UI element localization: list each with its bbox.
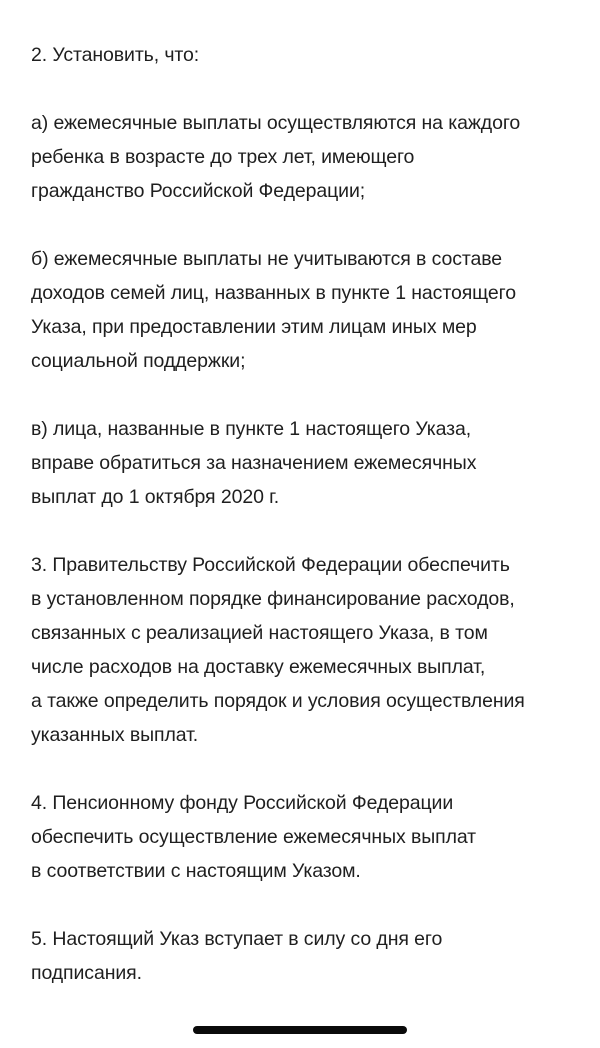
home-indicator[interactable] xyxy=(193,1026,407,1034)
paragraph-3: 3. Правительству Российской Федерации обеспечить в установленном порядке финансирование расходов, связанных с реализацией настоящего Указа, в том числе расходов на доставку ежемесячных выплат, а также определить порядок и условия осуществления указанных выплат. xyxy=(31,554,525,746)
paragraph-2-intro: 2. Установить, что: xyxy=(31,44,200,66)
paragraph-2b: б) ежемесячные выплаты не учитываются в составе доходов семей лиц, названных в пункте 1 настоящего Указа, при предоставлении этим лицам иных мер социальной поддержки; xyxy=(31,248,516,372)
paragraph-4: 4. Пенсионному фонду Российской Федерации обеспечить осуществление ежемесячных выплат в соответствии с настоящим Указом. xyxy=(31,792,477,882)
document-body xyxy=(31,38,576,990)
paragraph-2a: а) ежемесячные выплаты осуществляются на каждого ребенка в возрасте до трех лет, имеющего гражданство Российской Федерации; xyxy=(31,112,521,202)
paragraph-5: 5. Настоящий Указ вступает в силу со дня его подписания. xyxy=(31,928,443,984)
paragraph-2v: в) лица, названные в пункте 1 настоящего Указа, вправе обратиться за назначением ежемесячных выплат до 1 октября 2020 г. xyxy=(31,418,477,508)
